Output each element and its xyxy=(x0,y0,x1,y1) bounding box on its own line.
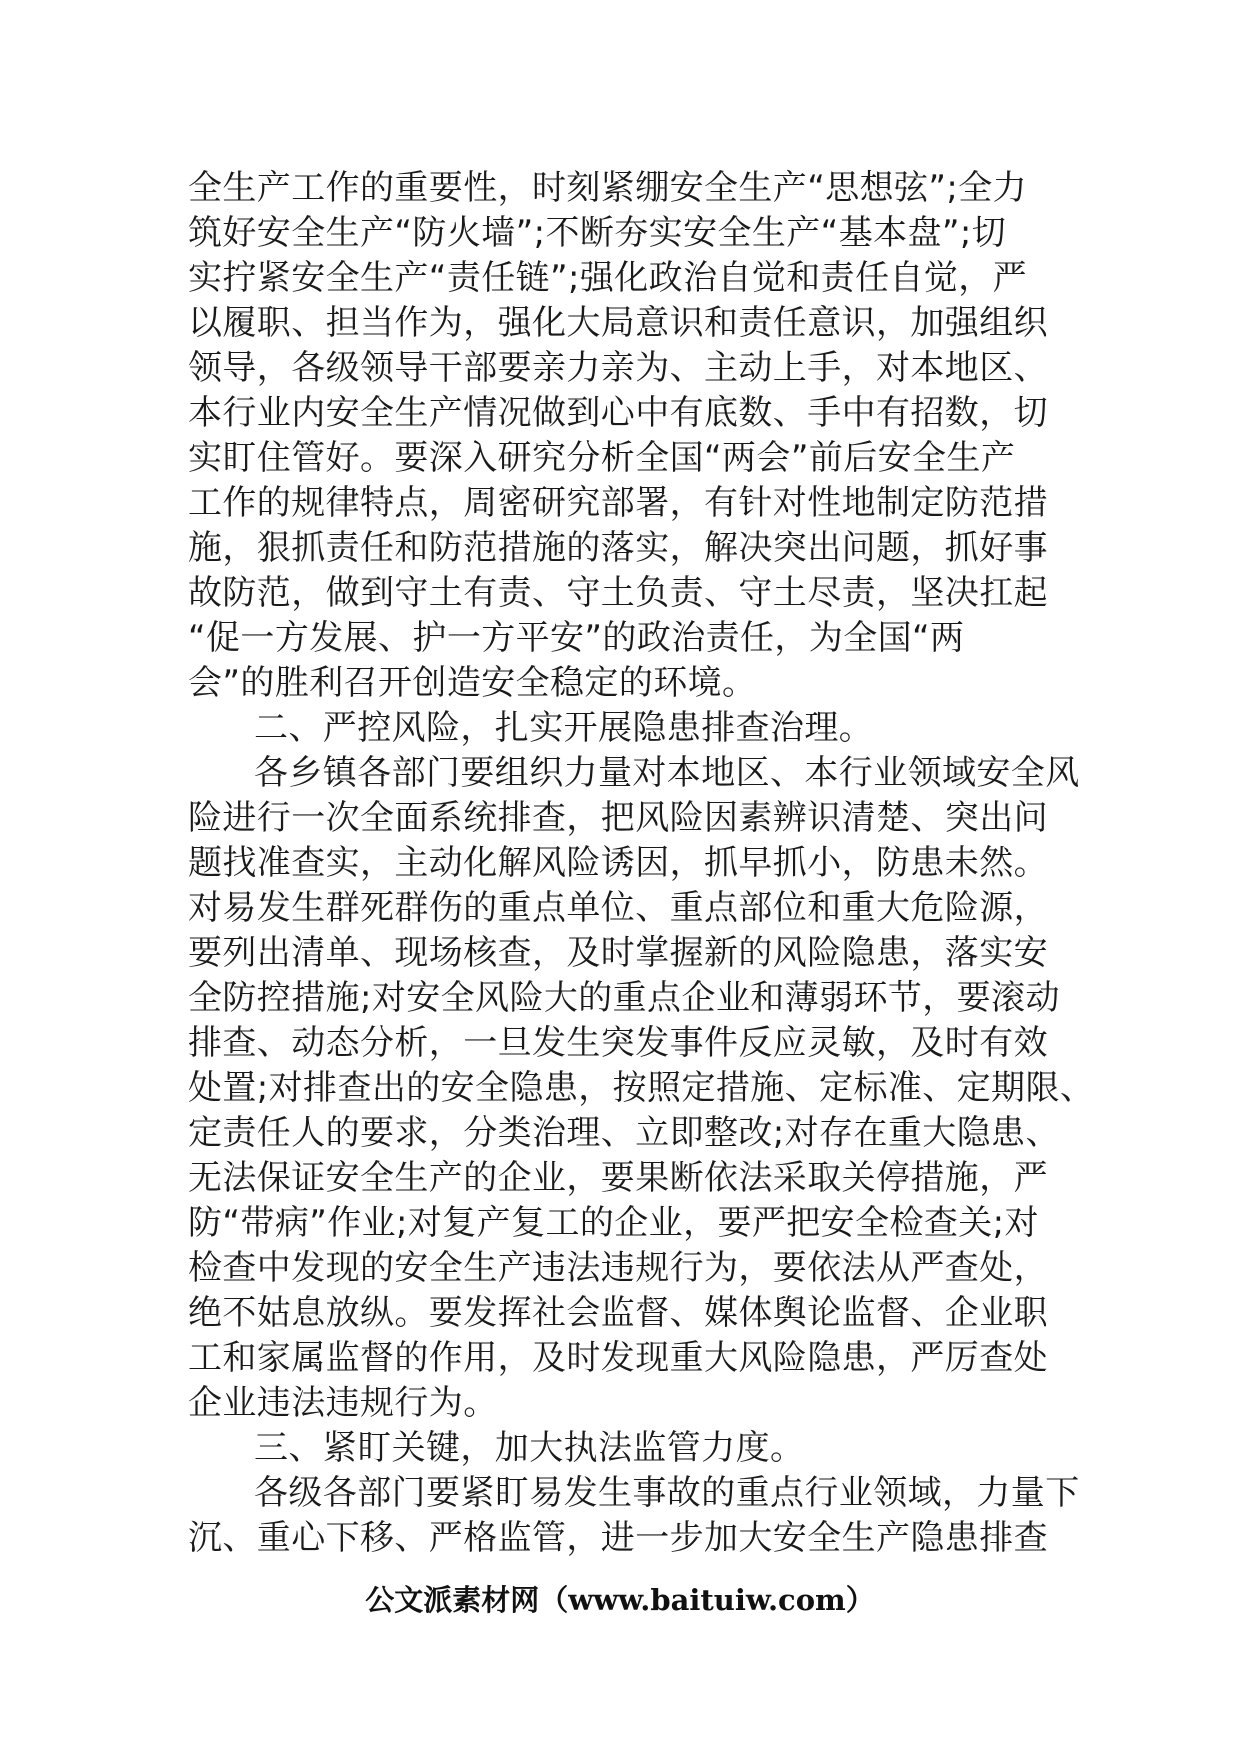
text-line: 企业违法违规行为。 xyxy=(188,1383,498,1423)
text-line: 工和家属监督的作用，及时发现重大风险隐患，严厉查处 xyxy=(188,1338,1048,1378)
text-line: 险进行一次全面系统排查，把风险因素辨识清楚、突出问 xyxy=(188,798,1048,838)
page-footer-watermark: 公文派素材网（www.baituiw.com） xyxy=(365,1583,875,1617)
text-line: 全生产工作的重要性，时刻紧绷安全生产“思想弦”;全力 xyxy=(188,168,1028,208)
text-line: 要列出清单、现场核查，及时掌握新的风险隐患，落实安 xyxy=(188,933,1048,973)
text-line: 绝不姑息放纵。要发挥社会监督、媒体舆论监督、企业职 xyxy=(188,1293,1048,1333)
text-line: 沉、重心下移、严格监管，进一步加大安全生产隐患排查 xyxy=(188,1518,1048,1558)
text-line: “促一方发展、护一方平安”的政治责任，为全国“两 xyxy=(188,618,965,658)
text-line: 领导，各级领导干部要亲力亲为、主动上手，对本地区、 xyxy=(188,348,1048,388)
text-line: 题找准查实，主动化解风险诱因，抓早抓小，防患未然。 xyxy=(188,843,1048,883)
text-line: 施，狠抓责任和防范措施的落实，解决突出问题，抓好事 xyxy=(188,528,1048,568)
text-line: 对易发生群死群伤的重点单位、重点部位和重大危险源， xyxy=(188,888,1048,928)
paragraph-start-line: 各乡镇各部门要组织力量对本地区、本行业领域安全风 xyxy=(254,753,1080,793)
text-line: 防“带病”作业;对复产复工的企业，要严把安全检查关;对 xyxy=(188,1203,1039,1243)
text-line: 以履职、担当作为，强化大局意识和责任意识，加强组织 xyxy=(188,303,1048,343)
text-line: 会”的胜利召开创造安全稳定的环境。 xyxy=(188,663,757,703)
text-line: 排查、动态分析，一旦发生突发事件反应灵敏，及时有效 xyxy=(188,1023,1048,1063)
text-line: 检查中发现的安全生产违法违规行为，要依法从严查处， xyxy=(188,1248,1048,1288)
text-line: 定责任人的要求，分类治理、立即整改;对存在重大隐患、 xyxy=(188,1113,1060,1153)
text-line: 全防控措施;对安全风险大的重点企业和薄弱环节，要滚动 xyxy=(188,978,1060,1018)
text-line: 实拧紧安全生产“责任链”;强化政治自觉和责任自觉，严 xyxy=(188,258,1028,298)
text-line: 筑好安全生产“防火墙”;不断夯实安全生产“基本盘”;切 xyxy=(188,213,1007,253)
paragraph-start-line: 各级各部门要紧盯易发生事故的重点行业领域，力量下 xyxy=(254,1473,1080,1513)
text-line: 实盯住管好。要深入研究分析全国“两会”前后安全生产 xyxy=(188,438,1016,478)
text-line: 工作的规律特点，周密研究部署，有针对性地制定防范措 xyxy=(188,483,1048,523)
document-body xyxy=(188,166,1095,1561)
text-line: 处置;对排查出的安全隐患，按照定措施、定标准、定期限、 xyxy=(188,1068,1095,1108)
text-line: 无法保证安全生产的企业，要果断依法采取关停措施，严 xyxy=(188,1158,1048,1198)
section-heading: 二、严控风险，扎实开展隐患排查治理。 xyxy=(254,708,874,748)
text-line: 故防范，做到守土有责、守土负责、守土尽责，坚决扛起 xyxy=(188,573,1048,613)
section-heading: 三、紧盯关键，加大执法监管力度。 xyxy=(254,1428,805,1468)
text-line: 本行业内安全生产情况做到心中有底数、手中有招数，切 xyxy=(188,393,1048,433)
